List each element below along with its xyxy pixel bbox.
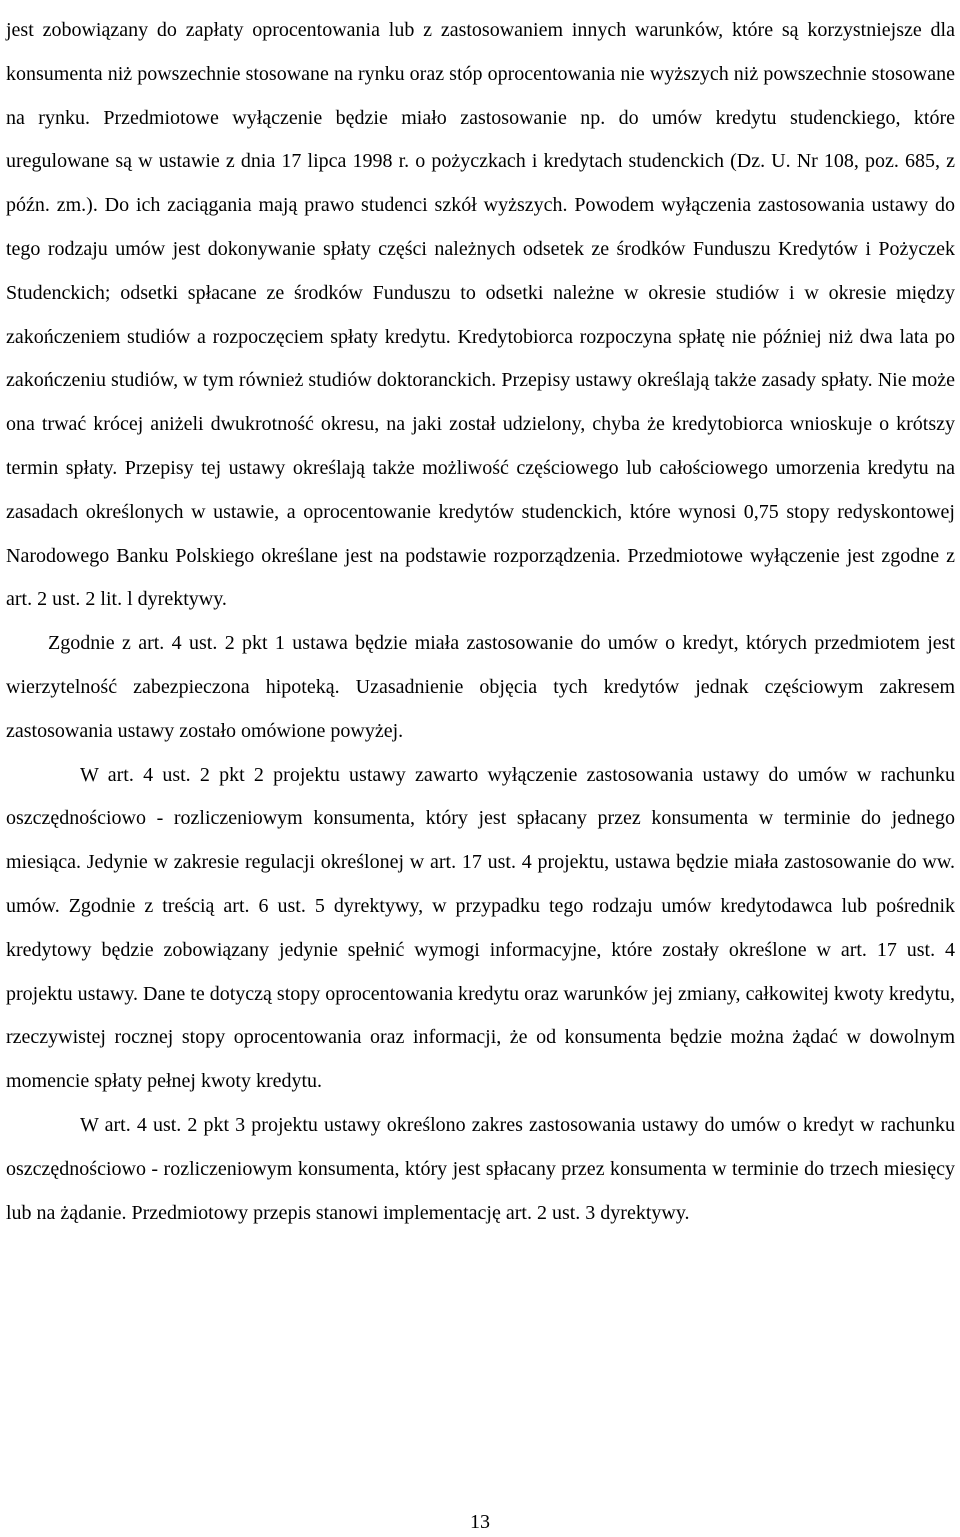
- paragraph-student-loans: jest zobowiązany do zapłaty oprocentowania lub z zastosowaniem innych warunków, które są korzystniejsze dla konsumenta niż powszechnie stosowane na rynku oraz stóp oprocentowania nie wyższych niż powszechnie stosowane na rynku. Przedmiotowe wyłączenie będzie miało zastosowanie np. do umów kredytu studenckiego, które uregulowane są w ustawie z dnia 17 lipca 1998 r. o pożyczkach i kredytach studenckich (Dz. U. Nr 108, poz. 685, z późn. zm.). Do ich zaciągania mają prawo studenci szkół wyższych. Powodem wyłączenia zastosowania ustawy do tego rodzaju umów jest dokonywanie spłaty części należnych odsetek ze środków Funduszu Kredytów i Pożyczek Studenckich; odsetki spłacane ze środków Funduszu to odsetki należne w okresie studiów i w okresie między zakończeniem studiów a rozpoczęciem spłaty kredytu. Kredytobiorca rozpoczyna spłatę nie później niż dwa lata po zakończeniu studiów, w tym również studiów doktoranckich. Przepisy ustawy określają także zasady spłaty. Nie może ona trwać krócej aniżeli dwukrotność okresu, na jaki został udzielony, chyba że kredytobiorca wnioskuje o krótszy termin spłaty. Przepisy tej ustawy określają także możliwość częściowego lub całościowego umorzenia kredytu na zasadach określonych w ustawie, a oprocentowanie kredytów studenckich, które wynosi 0,75 stopy redyskontowej Narodowego Banku Polskiego określane jest na podstawie rozporządzenia. Przedmiotowe wyłączenie jest zgodne z art. 2 ust. 2 lit. l dyrektywy.: [6, 19, 955, 611]
- paragraph-one-month-account: W art. 4 ust. 2 pkt 2 projektu ustawy zawarto wyłączenie zastosowania ustawy do umów w rachunku oszczędnościowo - rozliczeniowym konsumenta, który jest spłacany przez konsumenta w terminie do jednego miesiąca. Jedynie w zakresie regulacji określonej w art. 17 ust. 4 projektu, ustawa będzie miała zastosowanie do ww. umów. Zgodnie z treścią art. 6 ust. 5 dyrektywy, w przypadku tego rodzaju umów kredytodawca lub pośrednik kredytowy będzie zobowiązany jedynie spełnić wymogi informacyjne, które zostały określone w art. 17 ust. 4 projektu ustawy. Dane te dotyczą stopy oprocentowania kredytu oraz warunków jej zmiany, całkowitej kwoty kredytu, rzeczywistej rocznej stopy oprocentowania oraz informacji, że od konsumenta będzie można żądać w dowolnym momencie spłaty pełnej kwoty kredytu.: [6, 763, 955, 1093]
- paragraph-three-month-account: W art. 4 ust. 2 pkt 3 projektu ustawy określono zakres zastosowania ustawy do umów o kredyt w rachunku oszczędnościowo - rozliczeniowym konsumenta, który jest spłacany przez konsumenta w terminie do trzech miesięcy lub na żądanie. Przedmiotowy przepis stanowi implementację art. 2 ust. 3 dyrektywy.: [6, 1113, 955, 1224]
- document-page: [6, 0, 955, 1235]
- page-number: 13: [470, 1511, 490, 1533]
- paragraph-mortgage-credit: Zgodnie z art. 4 ust. 2 pkt 1 ustawa będzie miała zastosowanie do umów o kredyt, których przedmiotem jest wierzytelność zabezpieczona hipoteką. Uzasadnienie objęcia tych kredytów jednak częściowym zakresem zastosowania ustawy zostało omówione powyżej.: [6, 632, 955, 742]
